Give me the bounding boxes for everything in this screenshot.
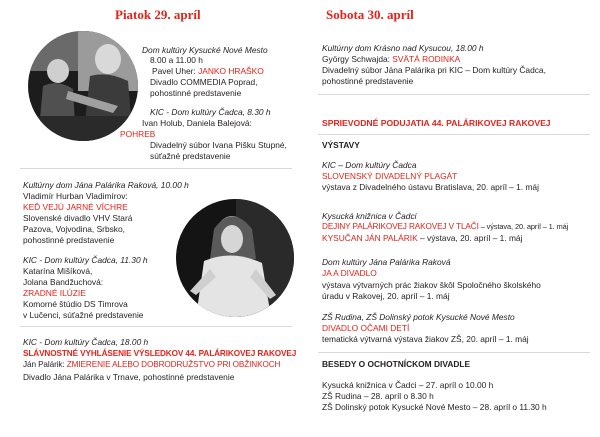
- performance-photo-janko-hrasko: [28, 31, 138, 141]
- r-e1-company: Divadelný súbor Jána Palárika pri KIC – Dom kultúry Čadca,: [322, 65, 546, 75]
- e5-author: Ján Palárik:: [23, 360, 67, 369]
- x3-detail1: výstava výtvarných prác žiakov škôl Spoločného školského: [322, 280, 541, 290]
- e3-company1: Slovenské divadlo VHV Stará: [23, 213, 133, 223]
- e2-type: súťažné predstavenie: [150, 151, 231, 161]
- e4-author1: Katarína Mišíková,: [23, 266, 93, 276]
- divider: [318, 94, 590, 95]
- section-sprievodne: SPRIEVODNÉ PODUJATIA 44. PALÁRIKOVEJ RAKOVEJ: [322, 118, 551, 128]
- e2-venue: KIC - Dom kultúry Čadca, 8.30 h: [150, 107, 271, 117]
- e2-play: POHREB: [120, 129, 156, 139]
- e3-company2: Pazova, Vojvodina, Srbsko,: [23, 224, 125, 234]
- x1-title: SLOVENSKÝ DIVADELNÝ PLAGÁT: [322, 171, 458, 181]
- section-vystavy: VÝSTAVY: [322, 140, 360, 150]
- e3-author: Vladimír Hurban Vladimírov:: [23, 191, 128, 201]
- e4-play: ZRADNÉ ILÚZIE: [23, 288, 86, 298]
- r-e1-venue: Kultúrny dom Krásno nad Kysucou, 18.00 h: [322, 43, 484, 53]
- r-e1-play: SVÄTÁ RODINKA: [392, 54, 461, 64]
- besedy-item-1: Kysucká knižnica v Čadci – 27. apríl o 10.00 h: [322, 380, 494, 390]
- e4-company: Komorné štúdio DS Timrova: [23, 299, 128, 309]
- x2-venue: Kysucká knižnica v Čadci: [322, 211, 417, 221]
- divider: [318, 134, 590, 135]
- x2-detail1: – výstava, 20. apríl – 1. máj: [478, 222, 569, 231]
- e1-type: pohostinné predstavenie: [150, 88, 242, 98]
- x2-title2: KYSUČAN JÁN PALÁRIK: [322, 233, 418, 243]
- x4-detail: tematická výtvarná výstava žiakov ZŠ, 20. apríl – 1. máj: [322, 334, 529, 344]
- e1-author-line: [152, 66, 264, 76]
- x3-detail2: úradu v Rakovej, 20. apríl – 1. máj: [322, 291, 450, 301]
- e5-play: ZMIERENIE ALEBO DOBRODRUŽSTVO PRI OBŽINKOCH: [66, 360, 281, 369]
- e1-time: 8.00 a 11.00 h: [150, 55, 203, 65]
- r-e1-author-line: [322, 54, 460, 64]
- e1-play: JANKO HRAŠKO: [198, 66, 264, 76]
- x4-title: DIVADLO OČAMI DETÍ: [322, 323, 410, 333]
- r-e1-author: György Schwajda:: [322, 54, 393, 64]
- e5-author-line: [23, 360, 280, 370]
- e5-venue: KIC - Dom kultúry Čadca, 18.00 h: [23, 337, 149, 347]
- e1-author: Pavel Uher:: [152, 66, 199, 76]
- divider: [20, 326, 292, 327]
- x2-detail2: – výstava, 20. apríl – 1. máj: [417, 233, 523, 243]
- day-title-friday: Piatok 29. apríl: [115, 7, 201, 22]
- x3-title: JA A DIVADLO: [322, 268, 377, 278]
- e3-type: pohostinné predstavenie: [23, 235, 115, 245]
- performance-photo-actress: [176, 199, 294, 317]
- divider: [318, 352, 590, 353]
- x1-detail: výstava z Divadelného ústavu Bratislava, 20. apríl – 1. máj: [322, 182, 539, 192]
- divider: [20, 168, 292, 169]
- x4-venue: ZŠ Rudina, ZŠ Dolinský potok Kysucké Nové Mesto: [322, 312, 515, 322]
- day-title-saturday: Sobota 30. apríl: [326, 7, 414, 22]
- e1-company: Divadlo COMMEDIA Poprad,: [150, 77, 258, 87]
- e5-company: Divadlo Jána Palárika v Trnave, pohostinné predstavenie: [23, 372, 235, 382]
- e1-venue: Dom kultúry Kysucké Nové Mesto: [142, 45, 268, 55]
- x2-line1: [322, 222, 568, 232]
- x2-title1: DEJINY PALÁRIKOVEJ RAKOVEJ V TLAČI: [322, 222, 479, 231]
- e2-authors: Ivan Holub, Daniela Balejová:: [142, 118, 252, 128]
- r-e1-type: pohostinné predstavenie: [322, 76, 414, 86]
- e4-type: v Lučenci, súťažné predstavenie: [23, 310, 144, 320]
- x3-venue: Dom kultúry Jána Palárika Raková: [322, 257, 451, 267]
- e4-venue: KIC - Dom kultúry Čadca, 11.30 h: [23, 255, 148, 265]
- section-besedy: BESEDY O OCHOTNÍCKOM DIVADLE: [322, 359, 471, 369]
- besedy-item-2: ZŠ Rudina – 28. apríl o 8.30 h: [322, 391, 434, 401]
- e2-company: Divadelný súbor Ivana Pišku Stupné,: [150, 140, 287, 150]
- besedy-item-3: ZŠ Dolinský potok Kysucké Nové Mesto – 28. apríl o 11.30 h: [322, 402, 547, 412]
- x1-venue: KIC – Dom kultúry Čadca: [322, 160, 417, 170]
- e3-venue: Kultúrny dom Jána Palárika Raková, 10.00 h: [23, 180, 189, 190]
- e5-title: SLÁVNOSTNÉ VYHLÁSENIE VÝSLEDKOV 44. PALÁRIKOVEJ RAKOVEJ: [23, 349, 297, 358]
- e4-author2: Jolana Bandžuchová:: [23, 277, 104, 287]
- x2-line2: [322, 233, 522, 243]
- e3-play: KEĎ VEJÚ JARNÉ VÍCHRE: [23, 202, 128, 212]
